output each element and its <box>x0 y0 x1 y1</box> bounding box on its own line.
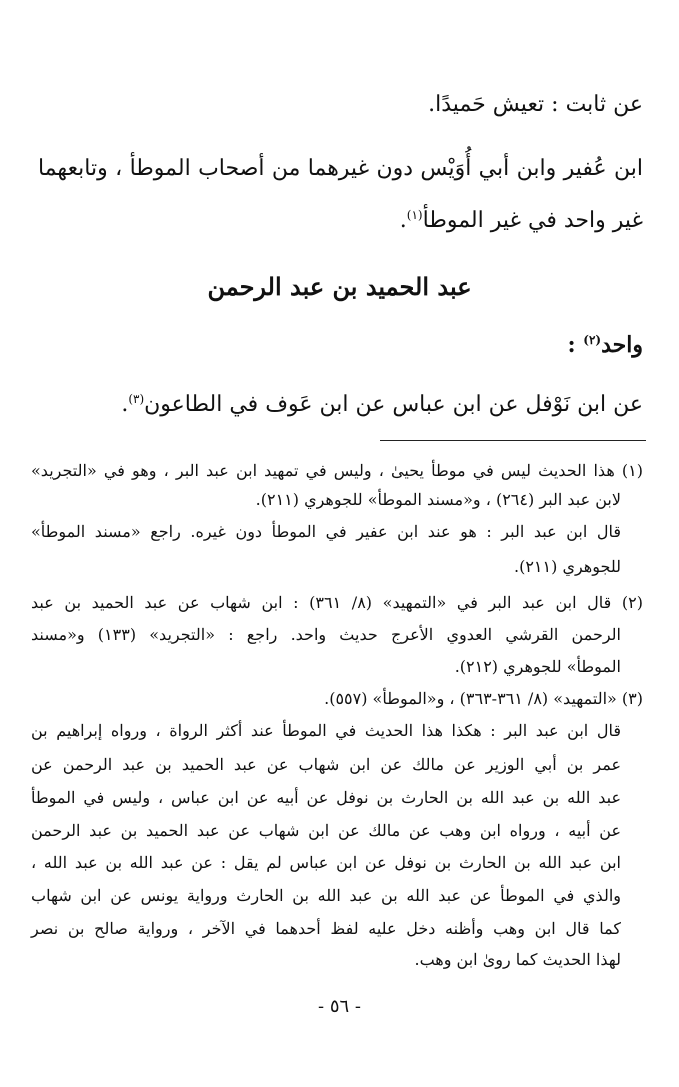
body-line-3-text: غير واحد في غير الموطأ <box>422 208 643 233</box>
footnote-3-line-8: كما قال ابن وهب وأظنه دخل عليه لفظ أحدهما في الآخر ، ورواية صالح بن نصر <box>31 919 621 938</box>
body-line-5-text: عن ابن نَوْفل عن ابن عباس عن ابن عَوف في الطاعون <box>144 392 643 417</box>
footnote-ref-3[interactable]: (٣) <box>128 392 145 406</box>
body-line-3 <box>38 206 643 236</box>
footnote-1-line-3: قال ابن عبد البر : هو عند ابن عفير في الموطأ دون غيره. راجع «مسند الموطأ» <box>31 522 621 541</box>
body-line-4-text: واحد <box>601 332 643 358</box>
footnote-3-line-4: عبد الله بن عبد الله بن الحارث بن نوفل عن أبيه عن ابن عباس ، وليس في الموطأ <box>31 788 621 807</box>
footnote-3-line-7: والذي في الموطأ عن عبد الله بن عبد الله بن الحارث ورواية يونس عن ابن شهاب <box>31 886 621 905</box>
footnote-2-line-3: الموطأ» للجوهري (٢١٢). <box>454 657 621 676</box>
footnote-ref-2[interactable]: (٢) <box>583 333 602 347</box>
footnote-3-line-9: لهذا الحديث كما روىٰ ابن وهب. <box>414 950 621 969</box>
footnote-2-line-1: (٢) قال ابن عبد البر في «التمهيد» (٨/ ٣٦١) : ابن شهاب عن عبد الحميد بن عبد <box>31 593 643 612</box>
footnote-3-line-2: قال ابن عبد البر : هكذا هذا الحديث في الموطأ عند أكثر الرواة ، ورواه إبراهيم بن <box>31 721 621 740</box>
footnote-2-line-2: الرحمن القرشي العدوي الأعرج حديث واحد. راجع : «التجريد» (١٣٣) و«مسند <box>31 625 621 644</box>
page-number: - ٥٦ - <box>318 996 361 1017</box>
body-line-4 <box>38 330 643 360</box>
body-line-4-end: : <box>567 332 584 358</box>
footnote-3-line-1: (٣) «التمهيد» (٨/ ٣٦١-٣٦٣) ، و«الموطأ» (٥٥٧). <box>324 689 643 708</box>
body-line-3-end: . <box>399 208 407 233</box>
body-line-2: ابن عُفير وابن أبي أُوَيْس دون غيرهما من أصحاب الموطأ ، وتابعهما <box>38 156 643 181</box>
section-heading: عبد الحميد بن عبد الرحمن <box>207 272 472 301</box>
footnote-1-line-2: لابن عبد البر (٢٦٤) ، و«مسند الموطأ» للجوهري (٢١١). <box>255 490 621 509</box>
footnote-1-line-1: (١) هذا الحديث ليس في موطأ يحيىٰ ، وليس في تمهيد ابن عبد البر ، وهو في «التجريد» <box>31 461 643 480</box>
footnote-ref-1[interactable]: (١) <box>406 208 423 222</box>
body-line-5 <box>38 390 643 420</box>
footnote-separator <box>380 440 646 441</box>
footnote-3-line-3: عمر بن أبي الوزير عن مالك عن ابن شهاب عن عبد الحميد بن عبد الرحمن عن <box>31 755 621 774</box>
footnote-1-line-4: للجوهري (٢١١). <box>514 557 621 576</box>
body-line-5-end: . <box>121 392 129 417</box>
body-line-1: عن ثابت : تعيش حَميدًا. <box>428 92 643 117</box>
footnote-3-line-6: ابن عبد الله بن الحارث بن نوفل عن ابن عباس لم يقل : عن عبد الله بن عبد الله ، <box>31 853 621 872</box>
footnote-3-line-5: عن أبيه ، ورواه ابن وهب عن مالك عن ابن شهاب عن عبد الحميد بن عبد الرحمن <box>31 821 621 840</box>
